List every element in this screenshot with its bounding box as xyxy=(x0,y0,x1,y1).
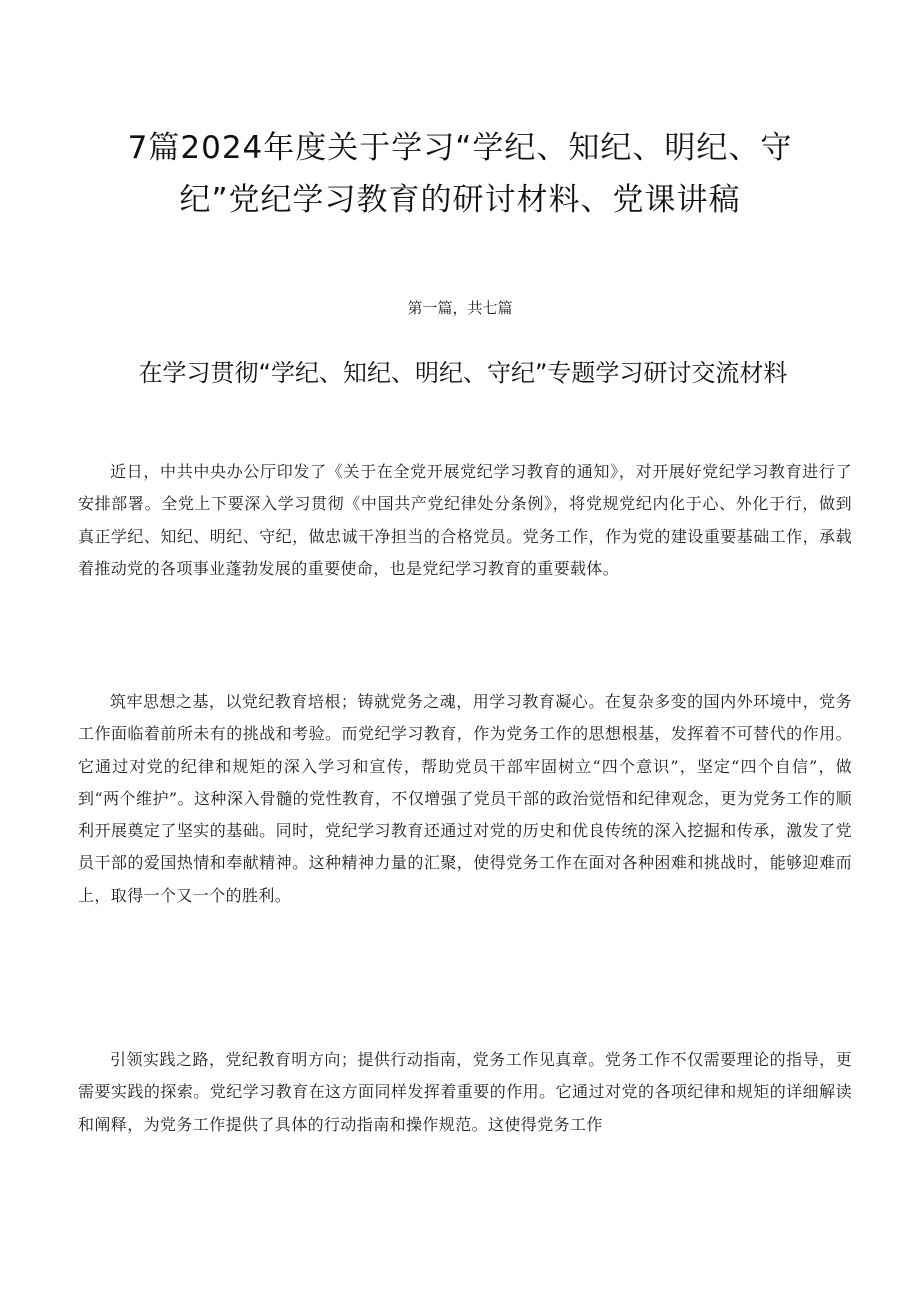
body-paragraph-1: 近日，中共中央办公厅印发了《关于在全党开展党纪学习教育的通知》，对开展好党纪学习教育进行了安排部署。全党上下要深入学习贯彻《中国共产党纪律处分条例》，将党规党纪内化于心、外化于行，做到真正学纪、知纪、明纪、守纪，做忠诚干净担当的合格党员。党务工作，作为党的建设重要基础工作，承载着推动党的各项事业蓬勃发展的重要使命，也是党纪学习教育的重要载体。 xyxy=(78,462,852,578)
section-heading: 在学习贯彻“学纪、知纪、明纪、守纪”专题学习研讨交流材料 xyxy=(138,359,788,387)
body-paragraph-3: 引领实践之路，党纪教育明方向；提供行动指南，党务工作见真章。党务工作不仅需要理论的指导，更需要实践的探索。党纪学习教育在这方面同样发挥着重要的作用。它通过对党的各项纪律和规矩的详细解读和阐释，为党务工作提供了具体的行动指南和操作规范。这使得党务工作 xyxy=(78,1050,852,1134)
section-label: 第一篇，共七篇 xyxy=(407,299,513,317)
body-paragraph-2: 筑牢思想之基，以党纪教育培根；铸就党务之魂，用学习教育凝心。在复杂多变的国内外环境中，党务工作面临着前所未有的挑战和考验。而党纪学习教育，作为党务工作的思想根基，发挥着不可替代的作用。它通过对党的纪律和规矩的深入学习和宣传，帮助党员干部牢固树立“四个意识”，坚定“四个自信”，做到“两个维护”。这种深入骨髓的党性教育，不仅增强了党员干部的政治觉悟和纪律观念，更为党务工作的顺利开展奠定了坚实的基础。同时，党纪学习教育还通过对党的历史和优良传统的深入挖掘和传承，激发了党员干部的爱国热情和奉献精神。这种精神力量的汇聚，使得党务工作在面对各种困难和挑战时，能够迎难而上，取得一个又一个的胜利。 xyxy=(78,692,852,905)
document-title: 7篇2024年度关于学习“学纪、知纪、明纪、守纪”党纪学习教育的研讨材料、党课讲稿 xyxy=(127,130,793,218)
